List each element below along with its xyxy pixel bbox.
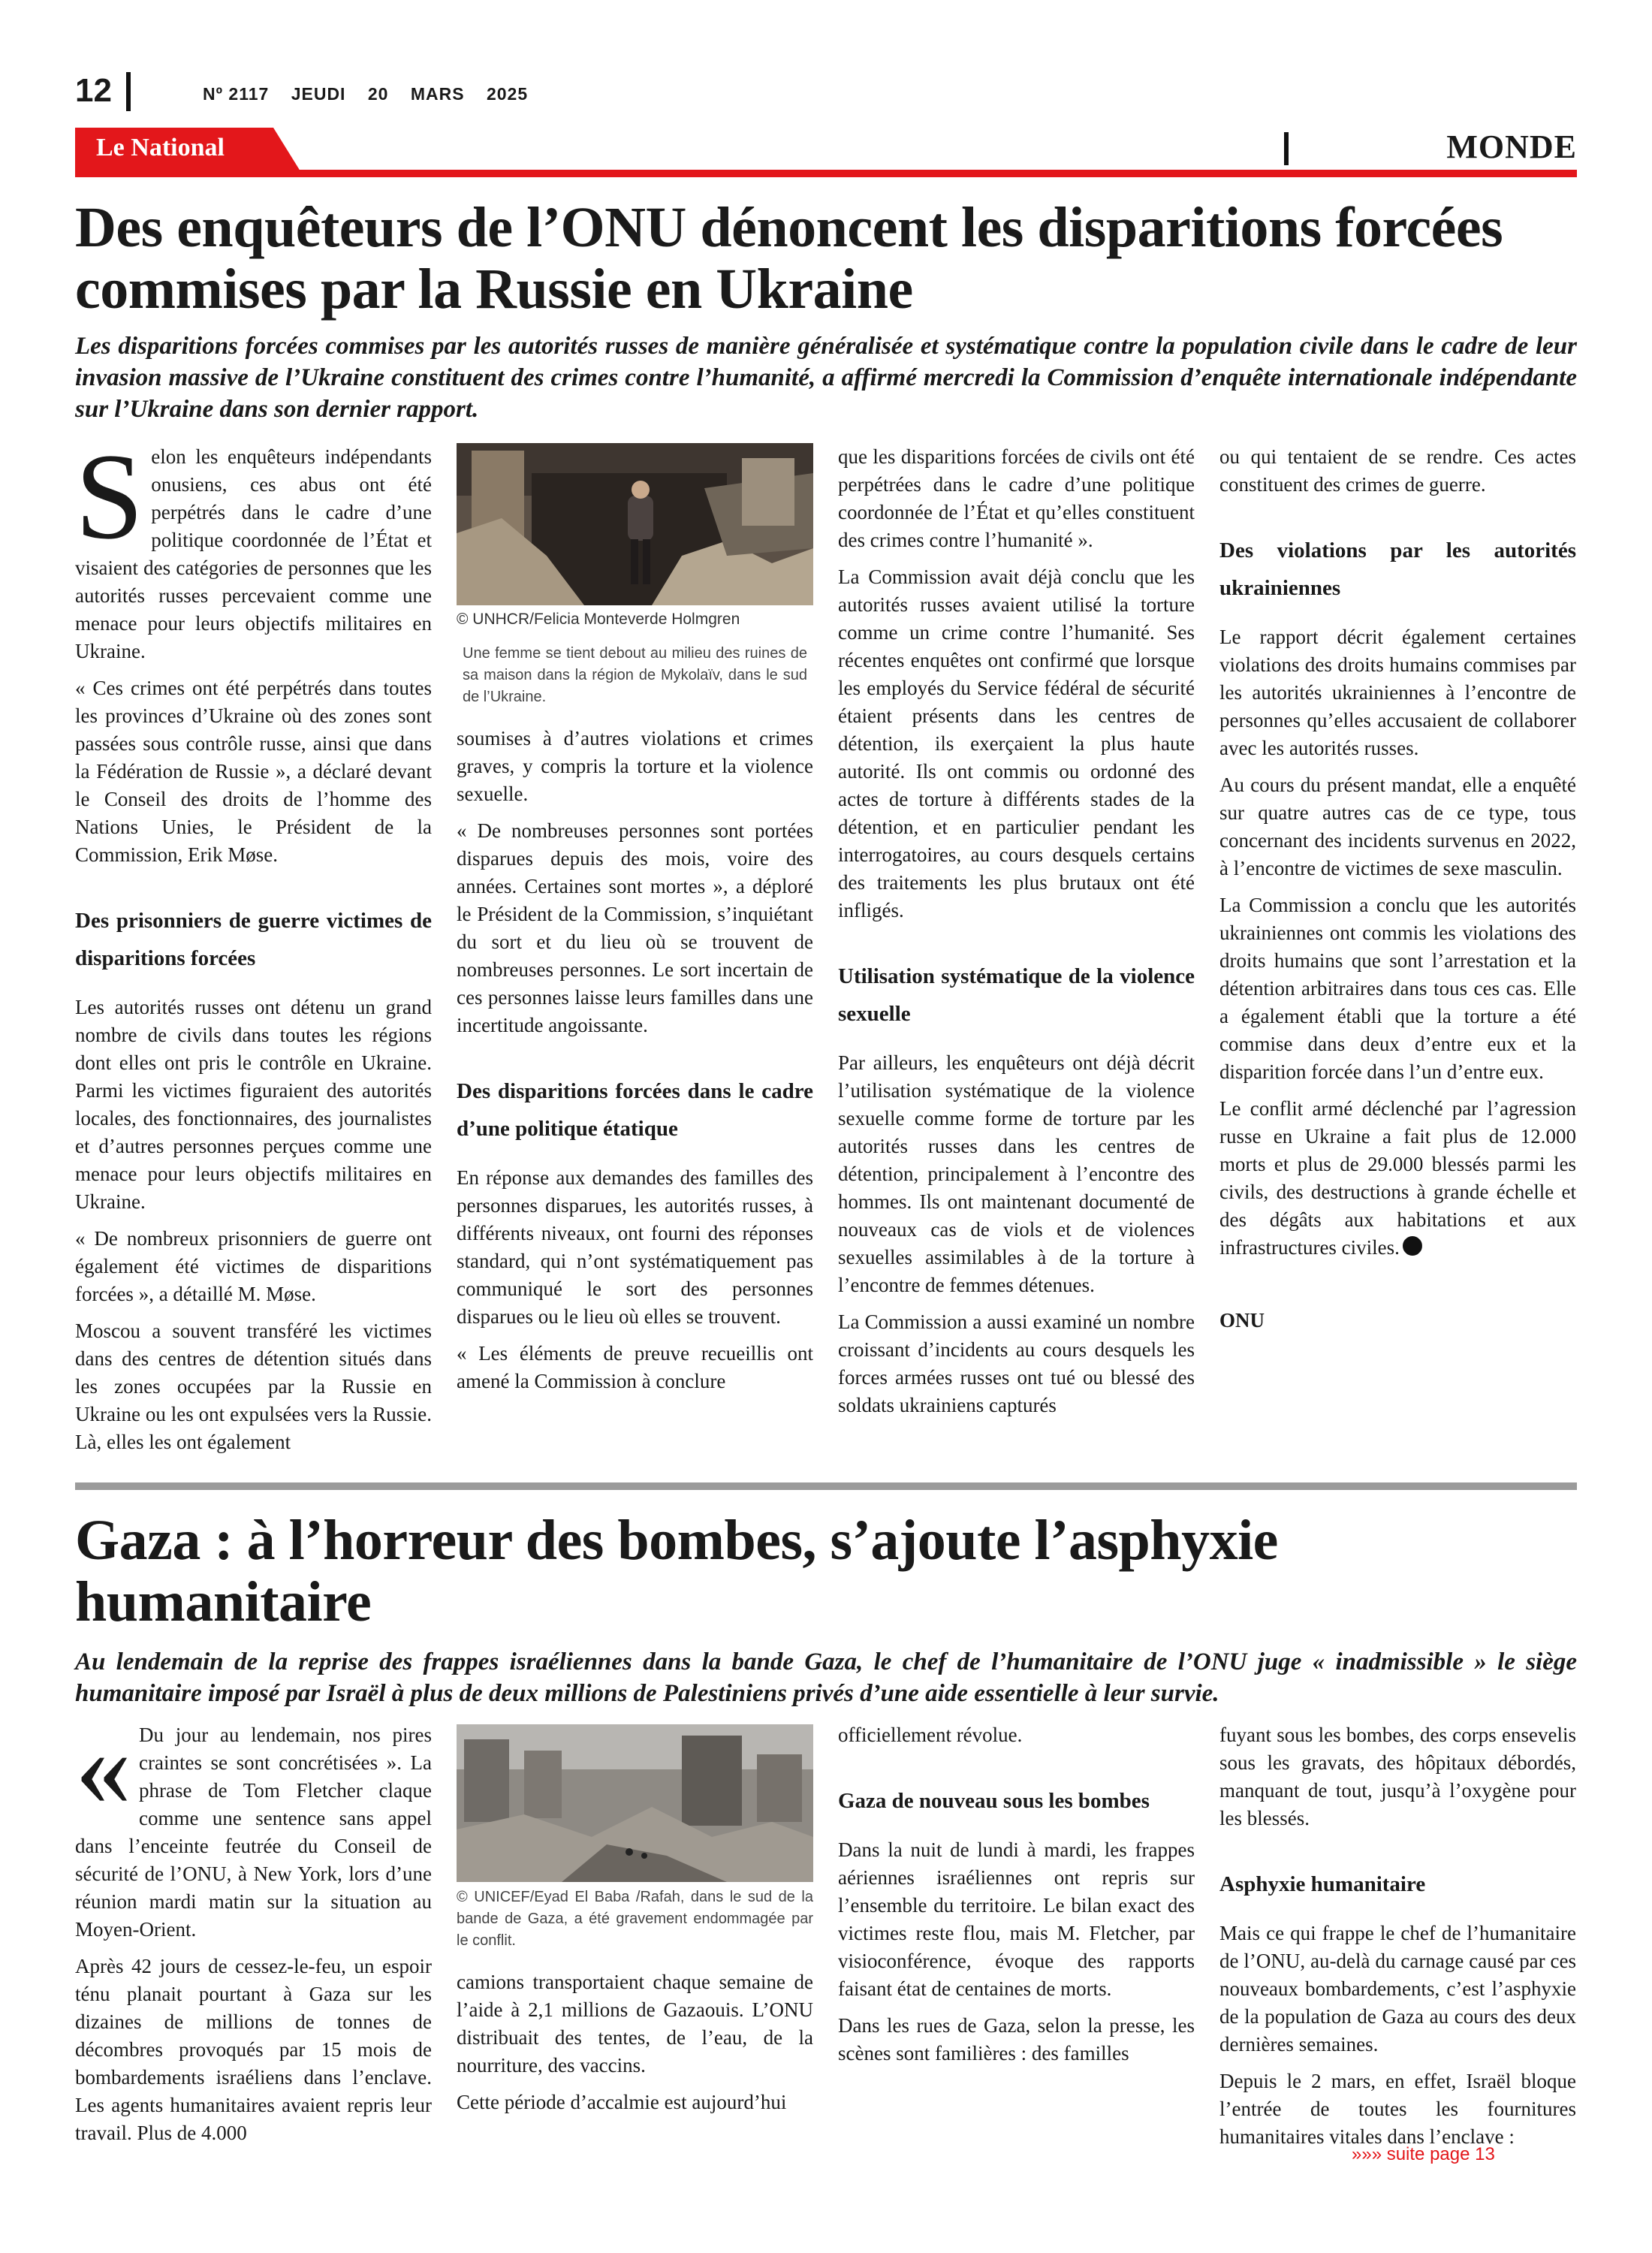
paragraph: Moscou a souvent transféré les victimes dans des centres de détention situés dans les zones occupées par la Russie en Ukraine ou les ont expulsées vers la Russie. Là, elles les ont également [75,1320,432,1453]
article2-column-1 [75,1705,432,2156]
photo-gaza-rubble [457,1724,813,1882]
subheading: Des violations par les autorités ukrainiennes [1219,538,1576,600]
issue-day: JEUDI [291,84,346,104]
paragraph: « Ces crimes ont été perpétrés dans toutes les provinces d’Ukraine où des zones sont passées sous contrôle russe, ainsi que dans la Fédération de Russie », a déclaré devant le Conseil des droits de l’homme des Nations Unies, le Président de la Commission, Erik Møse. [75,677,432,866]
article-divider [75,1482,1577,1490]
article2-column-3 [838,1721,1195,2077]
section-divider [1284,132,1289,165]
paragraph: Du jour au lendemain, nos pires craintes se sont concrétisées ». La phrase de Tom Fletcher claque comme une sentence sans appel dans l’enceinte feutrée du Conseil de sécurité de l’ONU, à New York, lors d’une réunion mardi matin sur la situation au Moyen-Orient. [75,1724,432,1941]
photo-caption: Une femme se tient debout au milieu des ruines de sa maison dans la région de Mykolaïv, dans le sud de l’Ukraine. [463,645,807,705]
subheading: Des disparitions forcées dans le cadre d’une politique étatique [457,1079,813,1141]
paragraph: Au cours du présent mandat, elle a enquêté sur quatre autres cas de ce type, tous concernant des incidents survenus en 2022, à l’encontre de victimes de sexe masculin. [1219,774,1576,879]
article1-column-2 [457,443,813,1404]
article2-headline: Gaza : à l’horreur des bombes, s’ajoute l’asphyxie humanitaire [75,1509,1278,1633]
paragraph: En réponse aux demandes des familles des personnes disparues, les autorités russes, à différents niveaux, ont fourni des réponses standard, qui n’ont systématiquement pas communiqué le sort des personnes disparues ou le lieu où elles se trouvent. [457,1166,813,1328]
article-signature: ONU [1219,1309,1265,1332]
article1-column-1 [75,429,432,1465]
paragraph: Dans les rues de Gaza, selon la presse, les scènes sont familières : des familles [838,2014,1195,2064]
article1-column-2-text [457,725,813,1395]
header-rule [75,170,1577,177]
article2-column-2 [457,1724,813,2125]
paragraph: Mais ce qui frappe le chef de l’humanitaire de l’ONU, au-delà du carnage causé par ces nouveaux bombardements, c’est l’asphyxie de la population de Gaza au cours des deux dernières semaines. [1219,1922,1576,2055]
paragraph: camions transportaient chaque semaine de l’aide à 2,1 millions de Gazaouis. L’ONU distribuait des tentes, de l’eau, de la nourriture, des vaccins. [457,1971,813,2077]
paragraph: Le conflit armé déclenché par l’agression russe en Ukraine a fait plus de 12.000 morts et plus de 29.000 blessés parmi les civils, des destructions à grande échelle et des dégâts aux habitations et aux infrastructures civiles. [1219,1097,1576,1259]
section-title: MONDE [1446,128,1577,165]
article2-column-4 [1219,1721,1576,2160]
paragraph: Par ailleurs, les enquêteurs ont déjà décrit l’utilisation systématique de la violence sexuelle comme forme de torture par les autorités russes dans les centres de détention, principalement à l’encontre des hommes. Ils ont maintenant documenté de nouveaux cas de viols et de violences sexuelles assimilables à de la torture à l’encontre de femmes détenues. [838,1051,1195,1296]
end-of-article-icon [1403,1236,1422,1256]
header-divider [126,72,131,111]
photo-credit: © UNHCR/Felicia Monteverde Holmgren [457,611,740,628]
paragraph: Les autorités russes ont détenu un grand nombre de civils dans toutes les régions dont elles ont pris le contrôle en Ukraine. Parmi les victimes figuraient des autorités locales, des fonctionnaires, des journalistes et d’autres personnes perçues comme une menace pour leurs objectifs militaires en Ukraine. [75,996,432,1213]
article1-column-3 [838,443,1195,1428]
paragraph: La Commission a aussi examiné un nombre croissant d’incidents au cours desquels les forces armées russes ont tué ou blessé des soldats ukrainiens capturés [838,1310,1195,1416]
subheading: Gaza de nouveau sous les bombes [838,1789,1150,1813]
subheading: Asphyxie humanitaire [1219,1872,1426,1896]
issue-number: Nº 2117 [203,84,270,104]
article1-headline: Des enquêteurs de l’ONU dénoncent les disparitions forcées commises par la Russie en Ukraine [75,196,1503,321]
brand-logo: Le National [96,134,225,161]
issue-date-day: 20 [367,84,389,104]
opening-quote: « [75,1705,131,1829]
photo-caption: © UNICEF/Eyad El Baba /Rafah, dans le sud de la bande de Gaza, a été gravement endommagée par le conflit. [457,1889,813,1949]
paragraph: Après 42 jours de cessez-le-feu, un espoir ténu planait pourtant à Gaza sur les dizaines de millions de tonnes de décombres provoqués par 15 mois de bombardements israéliens dans l’enclave. Les agents humanitaires avaient repris leur travail. Plus de 4.000 [75,1955,432,2144]
article2-lead: Au lendemain de la reprise des frappes israéliennes dans la bande Gaza, le chef de l’humanitaire de l’ONU juge « inadmissible » le siège humanitaire imposé par Israël à plus de deux millions de Palestiniens privés d’une aide essentielle à leur survie. [75,1648,1577,1707]
issue-year: 2025 [486,84,529,104]
subheading: Des prisonniers de guerre victimes de disparitions forcées [75,909,432,970]
article1-column-4 [1219,443,1576,1344]
paragraph: Dans la nuit de lundi à mardi, les frappes aériennes israéliennes ont repris sur l’ensemble du territoire. Le bilan exact des victimes reste flou, mais M. Fletcher, par visioconférence, évoque des rapports faisant état de centaines de morts. [838,1838,1195,2000]
paragraph: La Commission avait déjà conclu que les autorités russes avaient utilisé la torture comme un crime contre l’humanité. Ses récentes enquêtes ont confirmé que lorsque les employés du Service fédéral de sécurité étaient présents dans les centres de détention, ils exerçaient la plus haute autorité. Ils ont commis ou ordonné des actes de torture à différents stades de la détention, et en particulier pendant les interrogatoires, au cours desquels certains des traitements les plus brutaux ont été infligés. [838,566,1195,921]
paragraph: Le rapport décrit également certaines violations des droits humains commises par les autorités ukrainiennes à l’encontre de personnes qu’elles accusaient de collaborer avec les autorités russes. [1219,626,1576,759]
article1-lead: Les disparitions forcées commises par les autorités russes de manière généralisée et systématique contre la population civile dans le cadre de leur invasion massive de l’Ukraine constituent des crimes contre l’humanité, a affirmé mercredi la Commission d’enquête internationale indépendante sur l’Ukraine dans son dernier rapport. [75,333,1577,423]
photo-ukraine-ruins [457,443,813,605]
issue-info [203,84,544,104]
paragraph: ou qui tentaient de se rendre. Ces actes constituent des crimes de guerre. [1219,445,1576,496]
page-number: 12 [75,72,112,109]
paragraph: soumises à d’autres violations et crimes graves, y compris la torture et la violence sexuelle. [457,727,813,805]
paragraph: Depuis le 2 mars, en effet, Israël bloque l’entrée de toutes les fournitures humanitaires vitales dans l’enclave : [1219,2070,1576,2148]
paragraph: « De nombreux prisonniers de guerre ont également été victimes de disparitions forcées », a détaillé M. Møse. [75,1227,432,1305]
paragraph: officiellement révolue. [838,1724,1023,1746]
paragraph: elon les enquêteurs indépendants onusiens, ces abus ont été perpétrés dans le cadre d’une politique coordonnée de l’État et visaient des catégories de personnes que les autorités russes percevaient comme une menace pour leurs objectifs militaires en Ukraine. [75,445,432,662]
paragraph: « Les éléments de preuve recueillis ont amené la Commission à conclure [457,1342,813,1392]
paragraph: fuyant sous les bombes, des corps ensevelis sous les gravats, des hôpitaux débordés, manquant de tout, jusqu’à l’oxygène pour les blessés. [1219,1724,1576,1829]
subheading: Utilisation systématique de la violence sexuelle [838,964,1195,1026]
paragraph: Cette période d’accalmie est aujourd’hui [457,2091,787,2113]
article2-column-2-text [457,1968,813,2116]
issue-month: MARS [410,84,465,104]
paragraph: que les disparitions forcées de civils ont été perpétrées dans le cadre d’une politique coordonnée de l’État et qu’elles constituent des crimes contre l’humanité ». [838,445,1195,551]
drop-cap: S [75,429,144,565]
paragraph: La Commission a conclu que les autorités ukrainiennes ont commis les violations des droits humains que sont l’arrestation et la détention arbitraires dans tous ces cas. Elle a également établi que la torture a été commise dans deux d’entre eux et la disparition forcée dans l’un d’entre eux. [1219,894,1576,1083]
paragraph: « De nombreuses personnes sont portées disparues depuis des mois, voire des années. Certaines sont mortes », a déploré le Président de la Commission, s’inquiétant du sort et du lieu où se trouvent de nombreuses personnes. Le sort incertain de ces personnes laisse leurs familles dans une incertitude angoissante. [457,819,813,1036]
continued-link[interactable]: »»» suite page 13 [1352,2144,1495,2164]
